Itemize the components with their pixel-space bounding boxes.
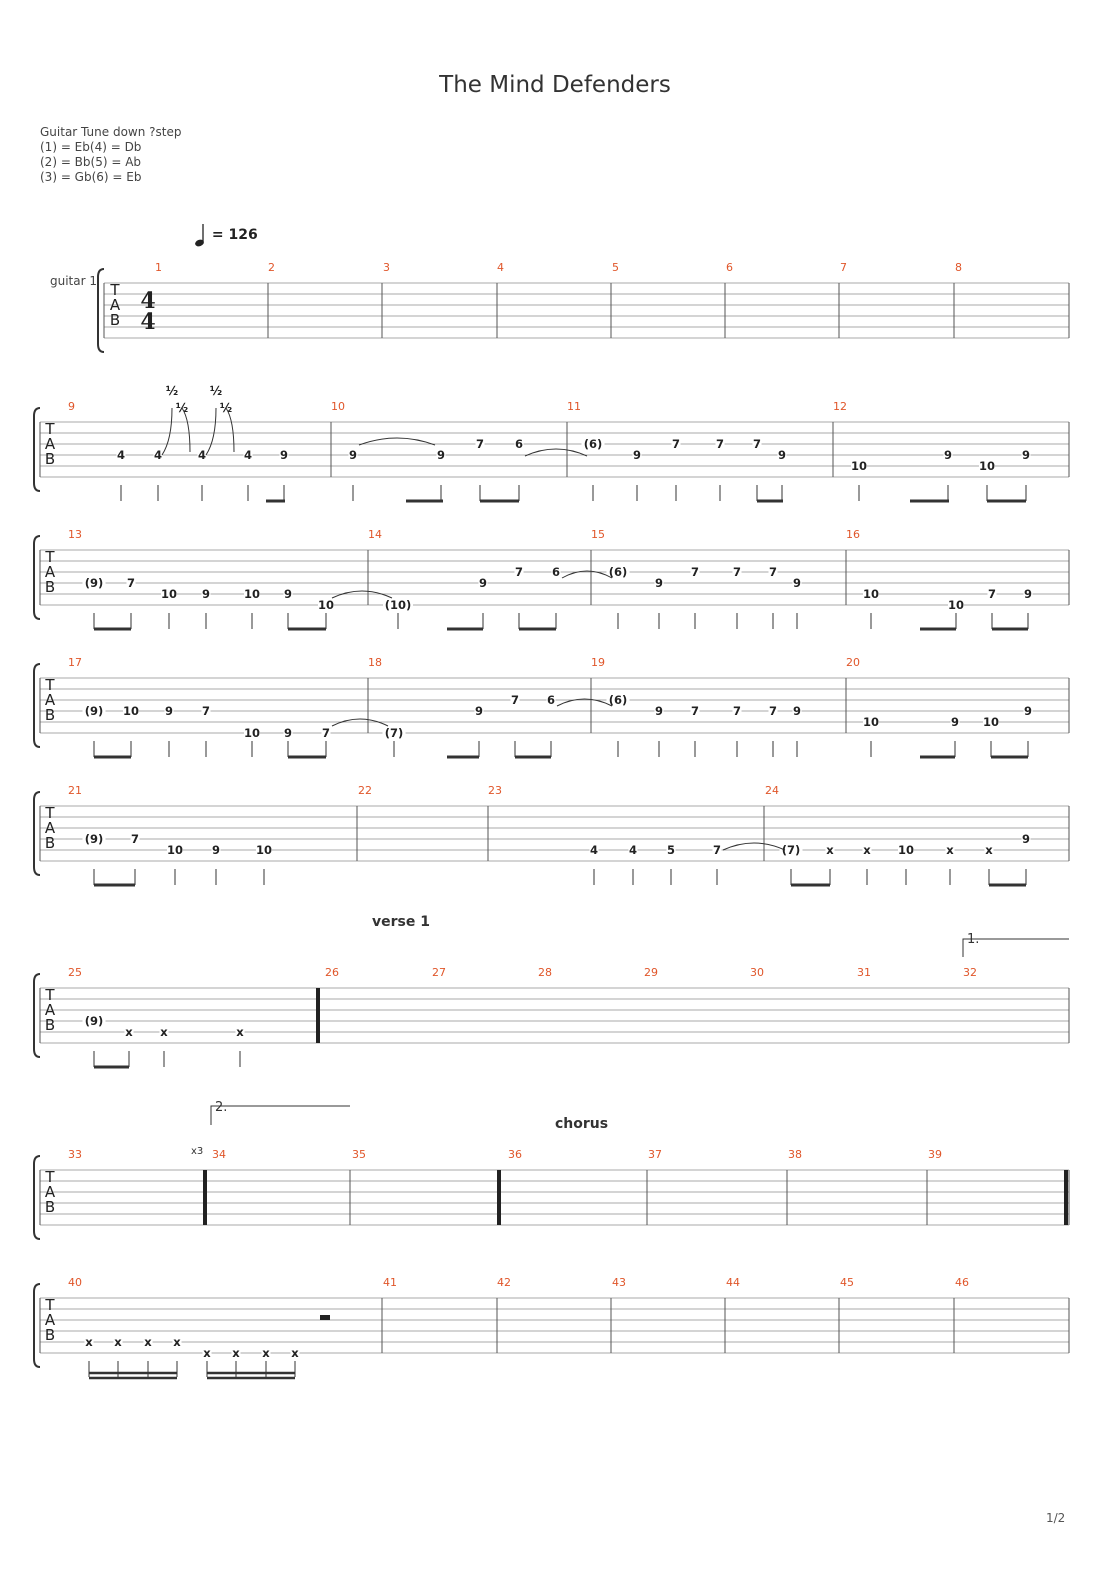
tab-clef-letter: A bbox=[44, 1311, 56, 1329]
bar-number: 29 bbox=[644, 966, 658, 979]
fret-number: x bbox=[232, 1346, 240, 1360]
system-bracket bbox=[34, 974, 40, 1057]
fret-number: 10 bbox=[122, 704, 140, 718]
fret-number: 9 bbox=[201, 587, 211, 601]
repeat-count: x3 bbox=[191, 1146, 204, 1157]
tab-clef-letter: B bbox=[44, 1198, 56, 1216]
fret-number: 9 bbox=[792, 576, 802, 590]
fret-number: 4 bbox=[197, 448, 207, 462]
volta-label-1: 1. bbox=[967, 932, 980, 947]
notation-layer bbox=[83, 408, 1070, 1378]
tab-clef-letter: A bbox=[109, 296, 121, 314]
fret-number: 7 bbox=[690, 704, 700, 718]
page-number: 1/2 bbox=[1046, 1511, 1066, 1525]
bar-number: 25 bbox=[68, 966, 82, 979]
bar-number: 26 bbox=[325, 966, 339, 979]
fret-number: x bbox=[291, 1346, 299, 1360]
bar-number: 32 bbox=[963, 966, 977, 979]
bar-number: 14 bbox=[368, 528, 382, 541]
fret-number: 10 bbox=[947, 598, 965, 612]
bar-number: 10 bbox=[331, 400, 345, 413]
tab-clef-letter: B bbox=[44, 1326, 56, 1344]
fret-number: (6) bbox=[608, 565, 628, 579]
fret-number: 10 bbox=[243, 587, 261, 601]
bar-number: 38 bbox=[788, 1148, 802, 1161]
bar-number: 43 bbox=[612, 1276, 626, 1289]
tuning-line-3: (3) = Gb(6) = Eb bbox=[40, 170, 142, 184]
bend-arrow bbox=[206, 408, 216, 455]
tab-clef-letter: T bbox=[45, 548, 55, 566]
tuning-line-1: (1) = Eb(4) = Db bbox=[40, 140, 142, 154]
fret-number: 7 bbox=[201, 704, 211, 718]
tab-clef-letter: B bbox=[44, 834, 56, 852]
fret-number: 7 bbox=[510, 693, 520, 707]
fret-number: 9 bbox=[792, 704, 802, 718]
fret-number: 7 bbox=[732, 565, 742, 579]
tab-clef-letter: T bbox=[110, 281, 120, 299]
fret-number: 7 bbox=[752, 437, 762, 451]
tab-clef-letter: B bbox=[44, 706, 56, 724]
section-chorus: chorus bbox=[555, 1116, 609, 1132]
bend-label: ½ bbox=[175, 401, 189, 415]
bar-number: 19 bbox=[591, 656, 605, 669]
volta-bracket-2 bbox=[211, 1106, 350, 1125]
fret-number: (9) bbox=[84, 832, 104, 846]
tab-clef-letter: A bbox=[44, 1183, 56, 1201]
fret-number: 10 bbox=[978, 459, 996, 473]
fret-number: 9 bbox=[654, 576, 664, 590]
bend-label: ½ bbox=[209, 384, 223, 398]
tuning-heading: Guitar Tune down ?step bbox=[40, 125, 182, 139]
bar-number: 31 bbox=[857, 966, 871, 979]
fret-number: x bbox=[173, 1335, 181, 1349]
bar-number: 33 bbox=[68, 1148, 82, 1161]
fret-number: 7 bbox=[126, 576, 136, 590]
system-bracket bbox=[34, 1284, 40, 1367]
fret-number: 9 bbox=[279, 448, 289, 462]
bar-number: 27 bbox=[432, 966, 446, 979]
tab-clef-letter: T bbox=[45, 1296, 55, 1314]
system-bracket bbox=[98, 269, 104, 352]
fret-number: 9 bbox=[474, 704, 484, 718]
fret-number: 6 bbox=[551, 565, 561, 579]
bar-number: 39 bbox=[928, 1148, 942, 1161]
fret-number: x bbox=[144, 1335, 152, 1349]
tab-clef-letter: A bbox=[44, 819, 56, 837]
fret-number: (7) bbox=[384, 726, 404, 740]
bar-number: 45 bbox=[840, 1276, 854, 1289]
system-bracket bbox=[34, 408, 40, 491]
bar-number: 8 bbox=[955, 261, 962, 274]
tab-clef-letter: A bbox=[44, 691, 56, 709]
fret-number: 9 bbox=[654, 704, 664, 718]
tempo-value: = 126 bbox=[211, 227, 258, 243]
fret-number: x bbox=[203, 1346, 211, 1360]
time-signature-top: 4 bbox=[140, 288, 156, 314]
bar-number: 34 bbox=[212, 1148, 226, 1161]
system-bracket bbox=[34, 792, 40, 875]
fret-number: 5 bbox=[666, 843, 676, 857]
fret-number: 9 bbox=[1023, 587, 1033, 601]
fret-number: 7 bbox=[768, 704, 778, 718]
bar-number: 44 bbox=[726, 1276, 740, 1289]
fret-number: 9 bbox=[211, 843, 221, 857]
fret-number: 10 bbox=[982, 715, 1000, 729]
bar-number: 23 bbox=[488, 784, 502, 797]
fret-number: 7 bbox=[321, 726, 331, 740]
fret-number: 9 bbox=[164, 704, 174, 718]
fret-number: 7 bbox=[768, 565, 778, 579]
fret-number: 4 bbox=[153, 448, 163, 462]
fret-number: 9 bbox=[478, 576, 488, 590]
bar-number: 41 bbox=[383, 1276, 397, 1289]
fret-number: 9 bbox=[777, 448, 787, 462]
bar-number: 20 bbox=[846, 656, 860, 669]
fret-number: 9 bbox=[283, 587, 293, 601]
text-layer bbox=[44, 261, 1032, 1360]
tab-clef-letter: T bbox=[45, 420, 55, 438]
fret-number: 4 bbox=[116, 448, 126, 462]
fret-number: (6) bbox=[583, 437, 603, 451]
half-rest bbox=[320, 1315, 330, 1320]
fret-number: 7 bbox=[732, 704, 742, 718]
bar-number: 35 bbox=[352, 1148, 366, 1161]
bar-number: 36 bbox=[508, 1148, 522, 1161]
bar-number: 6 bbox=[726, 261, 733, 274]
tie-arc bbox=[723, 843, 785, 850]
bar-number: 4 bbox=[497, 261, 504, 274]
system-bracket bbox=[34, 536, 40, 619]
fret-number: 4 bbox=[243, 448, 253, 462]
bar-number: 42 bbox=[497, 1276, 511, 1289]
fret-number: 9 bbox=[950, 715, 960, 729]
bar-number: 7 bbox=[840, 261, 847, 274]
bar-number: 37 bbox=[648, 1148, 662, 1161]
fret-number: 9 bbox=[1023, 704, 1033, 718]
fret-number: 7 bbox=[130, 832, 140, 846]
bar-number: 28 bbox=[538, 966, 552, 979]
fret-number: x bbox=[262, 1346, 270, 1360]
fret-number: 10 bbox=[862, 715, 880, 729]
fret-number: x bbox=[863, 843, 871, 857]
fret-number: x bbox=[946, 843, 954, 857]
fret-number: (9) bbox=[84, 1014, 104, 1028]
fret-number: 10 bbox=[317, 598, 335, 612]
fret-number: 7 bbox=[690, 565, 700, 579]
fret-number: 7 bbox=[712, 843, 722, 857]
fret-number: 10 bbox=[897, 843, 915, 857]
fret-number: 10 bbox=[166, 843, 184, 857]
tab-clef-letter: B bbox=[44, 1016, 56, 1034]
bar-number: 12 bbox=[833, 400, 847, 413]
tab-clef-letter: T bbox=[45, 804, 55, 822]
fret-number: 10 bbox=[160, 587, 178, 601]
bend-arrow bbox=[162, 408, 172, 455]
bar-number: 21 bbox=[68, 784, 82, 797]
tab-clef-letter: T bbox=[45, 1168, 55, 1186]
fret-number: x bbox=[985, 843, 993, 857]
tab-clef-letter: T bbox=[45, 676, 55, 694]
bar-number: 40 bbox=[68, 1276, 82, 1289]
bar-number: 46 bbox=[955, 1276, 969, 1289]
fret-number: 7 bbox=[475, 437, 485, 451]
fret-number: 9 bbox=[436, 448, 446, 462]
time-signature-bottom: 4 bbox=[140, 309, 156, 335]
bar-number: 17 bbox=[68, 656, 82, 669]
tab-clef-letter: T bbox=[45, 986, 55, 1004]
fret-number: 10 bbox=[850, 459, 868, 473]
fret-number: 9 bbox=[1021, 832, 1031, 846]
tab-clef-letter: B bbox=[44, 578, 56, 596]
fret-number: (10) bbox=[384, 598, 412, 612]
volta-label-2: 2. bbox=[215, 1100, 228, 1115]
bar-number: 15 bbox=[591, 528, 605, 541]
bar-number: 18 bbox=[368, 656, 382, 669]
bar-number: 30 bbox=[750, 966, 764, 979]
bar-number: 16 bbox=[846, 528, 860, 541]
bar-number: 2 bbox=[268, 261, 275, 274]
bar-number: 9 bbox=[68, 400, 75, 413]
fret-number: x bbox=[160, 1025, 168, 1039]
fret-number: x bbox=[236, 1025, 244, 1039]
tab-clef-letter: A bbox=[44, 563, 56, 581]
fret-number: x bbox=[125, 1025, 133, 1039]
fret-number: (7) bbox=[781, 843, 801, 857]
fret-number: 10 bbox=[255, 843, 273, 857]
fret-number: x bbox=[114, 1335, 122, 1349]
tab-clef-letter: B bbox=[109, 311, 121, 329]
fret-number: 7 bbox=[514, 565, 524, 579]
bar-number: 5 bbox=[612, 261, 619, 274]
score-title: The Mind Defenders bbox=[439, 72, 671, 98]
tuning-line-2: (2) = Bb(5) = Ab bbox=[40, 155, 142, 169]
bar-number: 13 bbox=[68, 528, 82, 541]
fret-number: x bbox=[85, 1335, 93, 1349]
bar-number: 1 bbox=[155, 261, 162, 274]
fret-number: (9) bbox=[84, 576, 104, 590]
fret-number: 4 bbox=[628, 843, 638, 857]
tab-clef-letter: A bbox=[44, 435, 56, 453]
fret-number: 9 bbox=[283, 726, 293, 740]
tab-clef-letter: A bbox=[44, 1001, 56, 1019]
fret-number: 4 bbox=[589, 843, 599, 857]
fret-number: 9 bbox=[348, 448, 358, 462]
bend-label: ½ bbox=[165, 384, 179, 398]
bar-number: 11 bbox=[567, 400, 581, 413]
fret-number: 6 bbox=[546, 693, 556, 707]
section-verse-1: verse 1 bbox=[372, 914, 430, 930]
bar-number: 22 bbox=[358, 784, 372, 797]
instrument-name: guitar 1 bbox=[50, 274, 97, 288]
bend-label: ½ bbox=[219, 401, 233, 415]
fret-number: 6 bbox=[514, 437, 524, 451]
tab-clef-letter: B bbox=[44, 450, 56, 468]
bar-number: 3 bbox=[383, 261, 390, 274]
bar-number: 24 bbox=[765, 784, 779, 797]
fret-number: (9) bbox=[84, 704, 104, 718]
fret-number: 9 bbox=[943, 448, 953, 462]
fret-number: 9 bbox=[1021, 448, 1031, 462]
fret-number: 9 bbox=[632, 448, 642, 462]
fret-number: 7 bbox=[715, 437, 725, 451]
fret-number: x bbox=[826, 843, 834, 857]
fret-number: 7 bbox=[987, 587, 997, 601]
fret-number: 7 bbox=[671, 437, 681, 451]
system-bracket bbox=[34, 664, 40, 747]
system-bracket bbox=[34, 1156, 40, 1239]
fret-number: (6) bbox=[608, 693, 628, 707]
fret-number: 10 bbox=[862, 587, 880, 601]
fret-number: 10 bbox=[243, 726, 261, 740]
